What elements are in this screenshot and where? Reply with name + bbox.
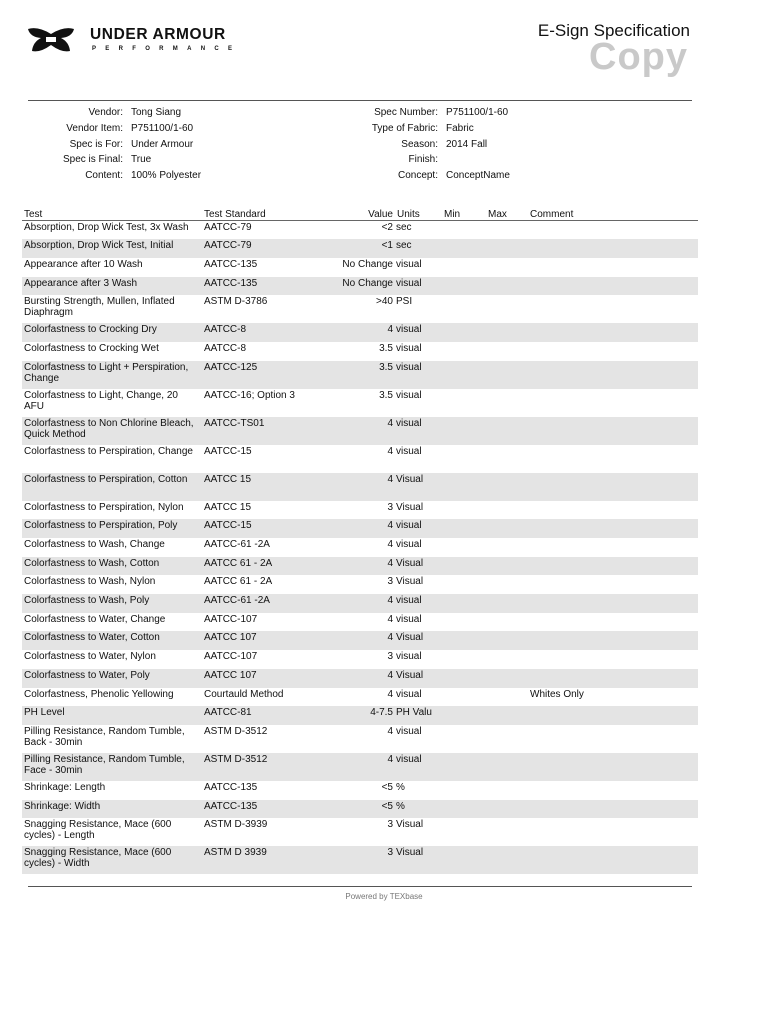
cell-units: visual [396, 342, 422, 354]
cell-comment [528, 538, 698, 557]
cell-comment [528, 613, 698, 632]
cell-value: 3.5 [327, 361, 393, 389]
cell-standard: AATCC-79 [202, 239, 327, 258]
cell-comment [528, 669, 698, 688]
cell-value: No Change [342, 258, 393, 270]
cell-max [486, 557, 528, 576]
cell-comment [528, 650, 698, 669]
cell-max [486, 445, 528, 473]
cell-test: Colorfastness to Perspiration, Nylon [24, 501, 184, 513]
cell-value: 4 [327, 519, 393, 538]
meta-left-value: P751100/1-60 [131, 122, 194, 134]
cell-units: visual [393, 417, 442, 445]
table-row [22, 342, 698, 361]
table-row [22, 323, 698, 342]
cell-comment [528, 800, 698, 819]
cell-standard: AATCC-8 [202, 323, 327, 342]
cell-min [442, 277, 486, 296]
cell-value: No Change [327, 277, 393, 296]
cell-min [442, 594, 486, 613]
cell-test: Colorfastness to Wash, Cotton [22, 557, 202, 576]
cell-test: Absorption, Drop Wick Test, Initial [22, 239, 202, 258]
cell-test: Colorfastness to Wash, Poly [22, 594, 202, 613]
cell-value: 3.5 [379, 342, 393, 354]
cell-min [442, 706, 486, 725]
cell-max [486, 613, 528, 632]
cell-value: 3 [387, 501, 393, 513]
cell-max [486, 417, 528, 445]
specification-table [22, 203, 698, 874]
cell-units: PSI [396, 296, 413, 308]
cell-min [442, 575, 486, 594]
cell-value: 4 [387, 725, 393, 737]
cell-min [442, 725, 486, 753]
table-header-row [22, 203, 698, 221]
cell-comment [528, 239, 698, 258]
cell-min [442, 650, 486, 669]
cell-comment [528, 706, 698, 725]
meta-right-row [0, 121, 768, 137]
cell-units: visual [393, 594, 442, 613]
cell-units: Visual [396, 576, 424, 588]
cell-value: 4 [387, 613, 393, 625]
cell-value: 4 [327, 473, 393, 501]
cell-max [486, 295, 528, 323]
cell-max [486, 258, 528, 277]
meta-left-value: 100% Polyester [131, 170, 202, 182]
cell-value: 3 [387, 576, 393, 588]
cell-max [486, 575, 528, 594]
table-row [22, 846, 698, 874]
cell-standard: AATCC 107 [202, 669, 327, 688]
cell-units: visual [396, 651, 422, 663]
brand-name: UNDER ARMOUR [90, 26, 226, 43]
cell-comment [528, 323, 698, 342]
cell-test: Colorfastness to Light + Perspiration, Change [22, 361, 202, 389]
cell-max [486, 725, 528, 753]
cell-max [486, 650, 528, 669]
meta-left-label: Spec is Final: [62, 154, 123, 166]
cell-value: 3 [387, 651, 393, 663]
cell-max [486, 361, 528, 389]
cell-units: sec [393, 239, 442, 258]
cell-max [486, 389, 528, 417]
table-row [22, 575, 698, 594]
cell-standard: AATCC-135 [202, 277, 327, 296]
cell-comment [528, 445, 698, 473]
cell-standard: AATCC-135 [204, 258, 258, 270]
cell-units: visual [396, 725, 422, 737]
cell-units: Visual [393, 631, 442, 650]
cell-standard: AATCC-107 [204, 651, 258, 663]
meta-right-value: ConceptName [446, 170, 510, 182]
cell-value: <5 [381, 781, 393, 793]
meta-left-label: Vendor Item: [66, 122, 123, 134]
col-header-comment: Comment [528, 203, 698, 221]
table-row [22, 818, 698, 846]
under-armour-emblem-icon [26, 26, 76, 54]
meta-right-row [0, 137, 768, 153]
table-row [22, 239, 698, 258]
cell-standard: AATCC-15 [204, 445, 252, 457]
cell-test: Snagging Resistance, Mace (600 cycles) - Length [24, 819, 172, 842]
cell-test: Absorption, Drop Wick Test, 3x Wash [24, 222, 189, 233]
cell-max [486, 846, 528, 874]
cell-test: Pilling Resistance, Random Tumble, Back - 30min [24, 725, 185, 748]
footer-powered-by: Powered by TEXbase [345, 892, 423, 901]
table-row [22, 725, 698, 753]
table-row [22, 669, 698, 688]
col-header-max: Max [486, 203, 528, 221]
cell-test: Colorfastness to Perspiration, Change [24, 445, 193, 457]
copy-stamp: Copy [589, 36, 688, 78]
meta-right-value: Fabric [446, 122, 474, 134]
cell-test: Colorfastness to Wash, Nylon [24, 576, 156, 588]
meta-right-label: Concept: [397, 170, 438, 182]
cell-test: Colorfastness to Water, Nylon [24, 651, 156, 663]
cell-value: <2 [381, 222, 393, 233]
cell-units: visual [393, 323, 442, 342]
cell-units: visual [393, 277, 442, 296]
table-row [22, 473, 698, 501]
cell-standard: AATCC-16; Option 3 [204, 389, 295, 401]
table-row [22, 277, 698, 296]
cell-max [486, 631, 528, 650]
cell-min [442, 389, 486, 417]
cell-min [442, 501, 486, 520]
cell-comment [528, 361, 698, 389]
cell-comment [528, 258, 698, 277]
cell-max [486, 800, 528, 819]
cell-min [442, 781, 486, 800]
cell-standard: AATCC-107 [204, 613, 258, 625]
cell-test: Bursting Strength, Mullen, Inflated Diaphragm [24, 296, 175, 319]
cell-standard: AATCC-61 -2A [204, 539, 270, 550]
col-header-value: Value [327, 203, 393, 221]
table-row [22, 445, 698, 473]
cell-units: Visual [393, 473, 442, 501]
cell-max [486, 538, 528, 557]
cell-min [442, 258, 486, 277]
table-row [22, 688, 698, 707]
cell-value: 4-7.5 [327, 706, 393, 725]
cell-units: visual [393, 753, 442, 781]
cell-units: Visual [393, 557, 442, 576]
cell-test: PH Level [22, 706, 202, 725]
cell-min [442, 818, 486, 846]
cell-value: <5 [327, 800, 393, 819]
cell-standard: AATCC-61 -2A [202, 594, 327, 613]
cell-value: 3.5 [379, 389, 393, 401]
meta-left-value: True [131, 154, 152, 166]
cell-units: Visual [396, 819, 424, 831]
meta-right-label: Finish: [408, 154, 438, 166]
table-row [22, 631, 698, 650]
cell-units: PH Valu [393, 706, 442, 725]
cell-test: Colorfastness to Non Chlorine Bleach, Quick Method [22, 417, 202, 445]
cell-min [442, 473, 486, 501]
cell-value: 4 [327, 323, 393, 342]
cell-test: Colorfastness, Phenolic Yellowing [24, 688, 174, 700]
cell-units: visual [393, 519, 442, 538]
cell-units: visual [396, 258, 422, 270]
table-row [22, 361, 698, 389]
cell-min [442, 323, 486, 342]
meta-left-value: Under Armour [131, 138, 194, 150]
cell-value: 4 [387, 539, 393, 550]
cell-test: Colorfastness to Light, Change, 20 AFU [24, 389, 178, 412]
table-row [22, 519, 698, 538]
cell-standard: AATCC-79 [204, 222, 252, 233]
cell-min [442, 846, 486, 874]
cell-standard: ASTM D-3512 [202, 753, 327, 781]
cell-min [442, 417, 486, 445]
cell-standard: ASTM D-3512 [204, 725, 268, 737]
cell-min [442, 445, 486, 473]
cell-value: 4 [327, 753, 393, 781]
cell-comment [528, 519, 698, 538]
cell-min [442, 669, 486, 688]
cell-max [486, 706, 528, 725]
cell-comment [528, 389, 698, 417]
meta-right-label: Type of Fabric: [371, 122, 438, 134]
cell-standard: ASTM D 3939 [202, 846, 327, 874]
cell-max [486, 239, 528, 258]
table-row [22, 753, 698, 781]
cell-comment [528, 575, 698, 594]
cell-comment [528, 417, 698, 445]
cell-min [442, 557, 486, 576]
table-row [22, 221, 698, 240]
cell-comment [528, 342, 698, 361]
cell-min [442, 342, 486, 361]
cell-max [486, 501, 528, 520]
cell-value: <1 [327, 239, 393, 258]
cell-min [442, 361, 486, 389]
cell-max [486, 594, 528, 613]
table-row [22, 295, 698, 323]
meta-right-label: Spec Number: [374, 107, 438, 118]
cell-max [486, 519, 528, 538]
cell-max [486, 323, 528, 342]
cell-test: Colorfastness to Crocking Wet [24, 342, 159, 354]
cell-max [486, 221, 528, 240]
cell-comment [528, 631, 698, 650]
cell-test: Colorfastness to Crocking Dry [22, 323, 202, 342]
cell-value: 4 [327, 557, 393, 576]
cell-comment: Whites Only [530, 688, 584, 700]
cell-min [442, 631, 486, 650]
table-row [22, 538, 698, 557]
cell-test: Colorfastness to Perspiration, Poly [22, 519, 202, 538]
cell-min [442, 688, 486, 707]
cell-standard: AATCC 15 [202, 473, 327, 501]
cell-test: Colorfastness to Water, Poly [22, 669, 202, 688]
cell-test: Shrinkage: Width [22, 800, 202, 819]
cell-standard: AATCC-135 [202, 800, 327, 819]
cell-standard: AATCC-TS01 [202, 417, 327, 445]
cell-max [486, 818, 528, 846]
cell-value: 3 [327, 846, 393, 874]
cell-test: Appearance after 3 Wash [22, 277, 202, 296]
cell-value: 4 [387, 688, 393, 700]
cell-standard: AATCC-81 [202, 706, 327, 725]
table-row [22, 613, 698, 632]
meta-left-label: Vendor: [88, 107, 123, 118]
cell-standard: AATCC-135 [204, 781, 258, 793]
cell-units: Visual [393, 846, 442, 874]
cell-units: visual [393, 361, 442, 389]
cell-units: Visual [393, 669, 442, 688]
cell-units: visual [396, 613, 422, 625]
meta-right-row [0, 168, 768, 184]
cell-test: Colorfastness to Water, Change [24, 613, 166, 625]
table-row [22, 781, 698, 800]
col-header-test: Test [22, 203, 202, 221]
cell-comment [528, 473, 698, 501]
table-row [22, 800, 698, 819]
cell-min [442, 221, 486, 240]
meta-left-value: Tong Siang [131, 107, 182, 118]
document-title: E-Sign Specification [537, 21, 690, 40]
cell-test: Snagging Resistance, Mace (600 cycles) - Width [22, 846, 202, 874]
table-row [22, 417, 698, 445]
col-header-units: Units [393, 203, 442, 221]
cell-value: 4 [327, 417, 393, 445]
cell-comment [528, 221, 698, 240]
cell-comment [528, 725, 698, 753]
cell-test: Pilling Resistance, Random Tumble, Face - 30min [22, 753, 202, 781]
under-armour-logo [26, 22, 286, 62]
meta-right-row [0, 105, 768, 121]
cell-units: % [396, 781, 405, 793]
brand-tagline: PERFORMANCE [92, 46, 242, 52]
table-row [22, 258, 698, 277]
cell-units: % [393, 800, 442, 819]
meta-right-value: 2014 Fall [446, 138, 488, 150]
col-header-standard: Test Standard [202, 203, 327, 221]
cell-units: visual [396, 389, 422, 401]
cell-min [442, 519, 486, 538]
cell-units: Visual [396, 501, 424, 513]
header-divider [28, 100, 692, 101]
cell-min [442, 753, 486, 781]
cell-comment [528, 295, 698, 323]
cell-value: 3 [387, 819, 393, 831]
meta-right-label: Season: [401, 138, 438, 150]
cell-standard: AATCC-8 [204, 342, 247, 354]
cell-comment [528, 818, 698, 846]
cell-value: 4 [327, 669, 393, 688]
cell-units: visual [396, 445, 422, 457]
cell-value: >40 [376, 296, 393, 308]
meta-left-label: Content: [85, 170, 123, 182]
cell-standard: Courtauld Method [204, 688, 284, 700]
cell-comment [528, 846, 698, 874]
cell-max [486, 669, 528, 688]
cell-comment [528, 557, 698, 576]
cell-test: Colorfastness to Water, Cotton [22, 631, 202, 650]
cell-units: visual [396, 688, 422, 700]
cell-min [442, 800, 486, 819]
cell-standard: ASTM D-3939 [204, 819, 268, 831]
col-header-min: Min [442, 203, 486, 221]
cell-min [442, 239, 486, 258]
cell-value: 4 [327, 594, 393, 613]
cell-test: Appearance after 10 Wash [24, 258, 143, 270]
cell-standard: AATCC 61 - 2A [204, 576, 273, 588]
cell-standard: AATCC 61 - 2A [202, 557, 327, 576]
cell-comment [528, 594, 698, 613]
cell-test: Colorfastness to Wash, Change [24, 539, 165, 550]
cell-max [486, 781, 528, 800]
cell-standard: AATCC-15 [202, 519, 327, 538]
cell-comment [528, 277, 698, 296]
cell-test: Colorfastness to Perspiration, Cotton [22, 473, 202, 501]
cell-value: 4 [327, 631, 393, 650]
cell-max [486, 753, 528, 781]
cell-units: visual [396, 539, 422, 550]
cell-max [486, 277, 528, 296]
cell-test: Shrinkage: Length [24, 781, 106, 793]
cell-max [486, 688, 528, 707]
cell-units: sec [396, 222, 412, 233]
table-row [22, 706, 698, 725]
cell-max [486, 473, 528, 501]
footer-divider [28, 886, 692, 887]
cell-min [442, 295, 486, 323]
table-row [22, 389, 698, 417]
cell-standard: AATCC-125 [202, 361, 327, 389]
cell-min [442, 538, 486, 557]
cell-max [486, 342, 528, 361]
cell-comment [528, 501, 698, 520]
cell-comment [528, 753, 698, 781]
table-row [22, 650, 698, 669]
table-row [22, 594, 698, 613]
cell-value: 4 [387, 445, 393, 457]
cell-min [442, 613, 486, 632]
cell-standard: AATCC 15 [204, 501, 252, 513]
cell-standard: AATCC 107 [202, 631, 327, 650]
meta-right-row [0, 152, 768, 168]
cell-standard: ASTM D-3786 [204, 296, 268, 308]
meta-right-value: P751100/1-60 [446, 107, 509, 118]
meta-left-label: Spec is For: [69, 138, 123, 150]
table-row [22, 557, 698, 576]
cell-comment [528, 781, 698, 800]
table-row [22, 501, 698, 520]
